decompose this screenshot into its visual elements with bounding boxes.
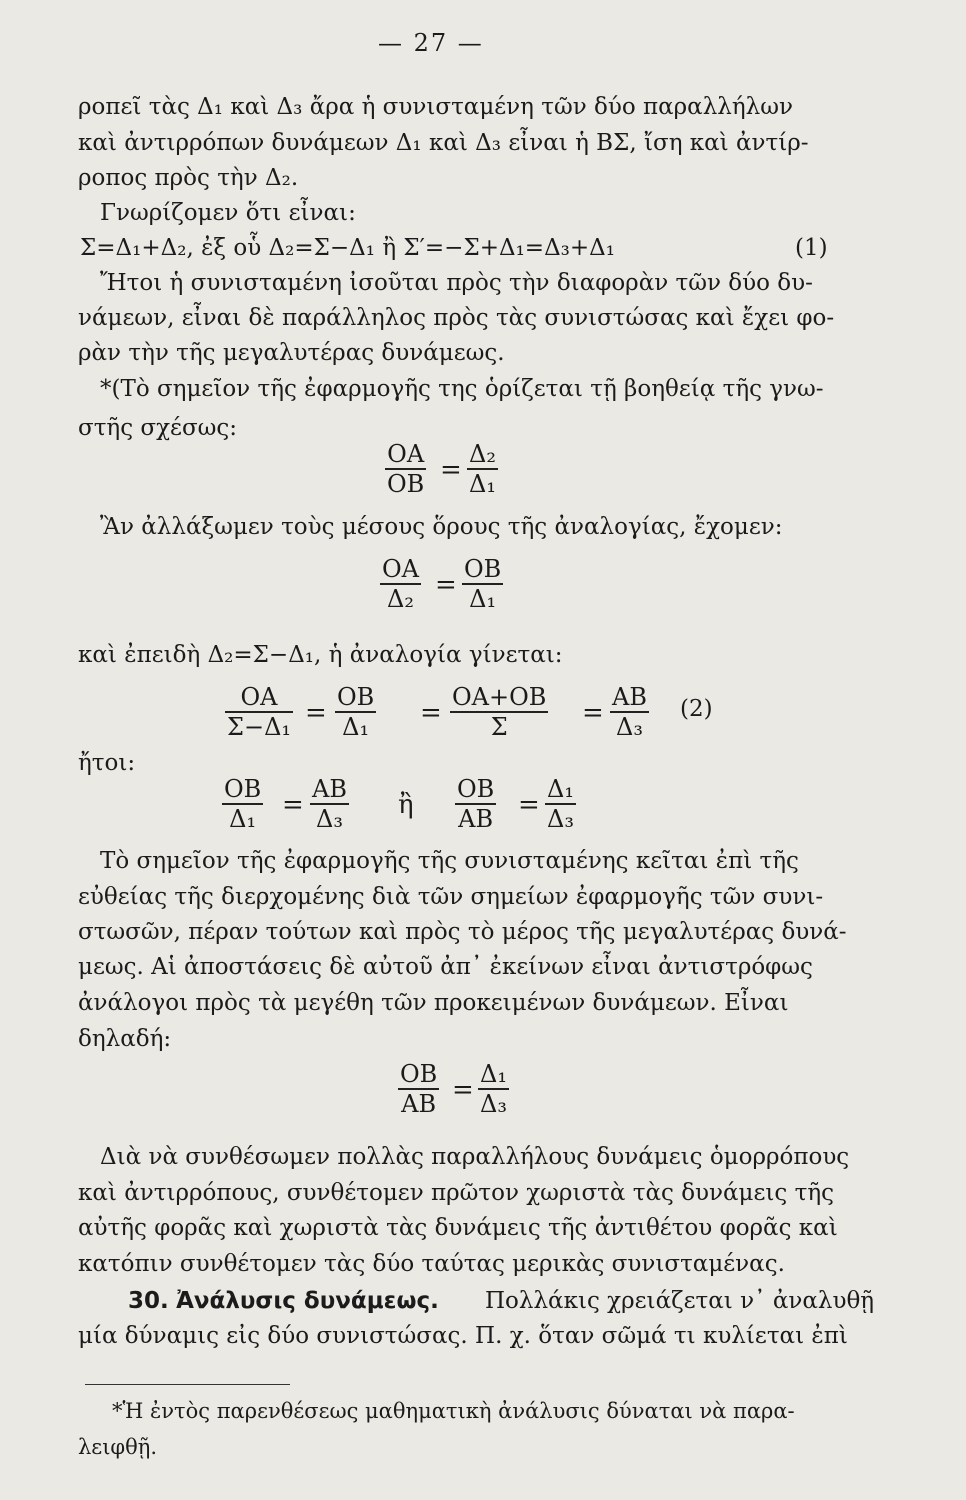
text-line: ἤτοι: xyxy=(78,750,136,776)
text-line: καὶ ἀντιρρόπων δυνάμεων Δ₁ καὶ Δ₃ εἶναι ἡ ΒΣ, ἴση καὶ ἀντίρ- xyxy=(78,130,809,156)
text-line: εὐθείας τῆς διερχομένης διὰ τῶν σημείων ἐφαρμογῆς τῶν συνι- xyxy=(78,884,824,910)
fraction: $\frac{AB}{\text{Δ₃}}$ xyxy=(312,775,347,833)
fraction: $\frac{OA}{\text{Σ−Δ₁}}$ xyxy=(227,683,292,741)
page-number: — 27 — xyxy=(378,29,484,57)
section-heading xyxy=(128,1286,439,1316)
fraction: $\frac{OB}{AB}$ xyxy=(457,775,495,833)
section-number: 30. xyxy=(128,1288,169,1314)
fraction: $\frac{\text{Δ₁}}{\text{Δ₃}}$ xyxy=(480,1060,507,1118)
footnote-line: λειφθῇ. xyxy=(78,1435,158,1459)
equation-label-1: (1) xyxy=(795,235,828,261)
text-line: Τὸ σημεῖον τῆς ἐφαρμογῆς τῆς συνισταμένης κεῖται ἐπὶ τῆς xyxy=(100,848,799,874)
fraction: $\frac{\text{Δ₁}}{\text{Δ₃}}$ xyxy=(547,775,574,833)
fraction: $\frac{OA}{OB}$ xyxy=(387,440,425,498)
text-line: μία δύναμις εἰς δύο συνιστώσας. Π. χ. ὅταν σῶμά τι κυλίεται ἐπὶ xyxy=(78,1323,848,1349)
fraction: $\frac{OB}{\text{Δ₁}}$ xyxy=(464,555,502,613)
fraction: $\frac{OB}{\text{Δ₁}}$ xyxy=(337,683,375,741)
text-line: μεως. Αἱ ἀποστάσεις δὲ αὐτοῦ ἀπ᾽ ἐκείνων εἶναι ἀντιστρόφως xyxy=(78,954,813,980)
fraction: $\frac{OA+OB}{\Sigma}$ xyxy=(452,683,547,741)
fraction: $\frac{OB}{AB}$ xyxy=(400,1060,438,1118)
equation-label-2: (2) xyxy=(680,696,713,722)
footnote-line: *Ἡ ἐντὸς παρενθέσεως μαθηματικὴ ἀνάλυσις δύναται νὰ παρα- xyxy=(112,1399,795,1423)
text-line: καὶ ἐπειδὴ Δ₂=Σ−Δ₁, ἡ ἀναλογία γίνεται: xyxy=(78,642,563,668)
equation-line: Σ=Δ₁+Δ₂, ἐξ οὗ Δ₂=Σ−Δ₁ ἢ Σ′=−Σ+Δ₁=Δ₃+Δ₁ xyxy=(80,235,616,261)
text-line: αὐτῆς φορᾶς καὶ χωριστὰ τὰς δυνάμεις τῆς ἀντιθέτου φορᾶς καὶ xyxy=(78,1215,838,1241)
text-line: ἀνάλογοι πρὸς τὰ μεγέθη τῶν προκειμένων δυνάμεων. Εἶναι xyxy=(78,990,789,1016)
fraction: $\frac{OA}{\text{Δ₂}}$ xyxy=(382,555,420,613)
text-line: νάμεων, εἶναι δὲ παράλληλος πρὸς τὰς συνιστώσας καὶ ἔχει φο- xyxy=(78,305,835,331)
text-line: ροπος πρὸς τὴν Δ₂. xyxy=(78,165,299,191)
equals-sign: = xyxy=(518,790,540,820)
text-line: Πολλάκις χρειάζεται ν᾽ ἀναλυθῇ xyxy=(485,1288,875,1314)
text-line: Ἤτοι ἡ συνισταμένη ἰσοῦται πρὸς τὴν διαφορὰν τῶν δύο δυ- xyxy=(100,270,813,296)
text-line: καὶ ἀντιρρόπους, συνθέτομεν πρῶτον χωριστὰ τὰς δυνάμεις τῆς xyxy=(78,1180,834,1206)
text-line: ρὰν τὴν τῆς μεγαλυτέρας δυνάμεως. xyxy=(78,340,505,366)
text-line: ροπεῖ τὰς Δ₁ καὶ Δ₃ ἄρα ἡ συνισταμένη τῶν δύο παραλλήλων xyxy=(78,94,793,120)
text-line: στωσῶν, πέραν τούτων καὶ πρὸς τὸ μέρος τῆς μεγαλυτέρας δυνά- xyxy=(78,919,847,945)
text-line: *(Τὸ σημεῖον τῆς ἐφαρμογῆς της ὁρίζεται τῇ βοηθείᾳ τῆς γνω- xyxy=(100,376,824,402)
fraction: $\frac{AB}{\text{Δ₃}}$ xyxy=(612,683,647,741)
text-line: Ἂν ἀλλάξωμεν τοὺς μέσους ὅρους τῆς ἀναλογίας, ἔχομεν: xyxy=(100,514,783,540)
equals-sign: = xyxy=(420,698,442,728)
footnote-divider xyxy=(85,1384,290,1385)
equals-sign: = xyxy=(582,698,604,728)
or-word: ἢ xyxy=(398,790,414,820)
equals-sign: = xyxy=(435,570,457,600)
equals-sign: = xyxy=(282,790,304,820)
equals-sign: = xyxy=(452,1075,474,1105)
equals-sign: = xyxy=(440,455,462,485)
text-line: κατόπιν συνθέτομεν τὰς δύο ταύτας μερικὰς συνισταμένας. xyxy=(78,1251,785,1277)
section-title: Ἀνάλυσις δυνάμεως. xyxy=(176,1288,439,1314)
equals-sign: = xyxy=(305,698,327,728)
text-line: στῆς σχέσως: xyxy=(78,415,238,441)
text-line: Διὰ νὰ συνθέσωμεν πολλὰς παραλλήλους δυνάμεις ὁμορρόπους xyxy=(100,1144,850,1170)
text-line: Γνωρίζομεν ὅτι εἶναι: xyxy=(100,200,356,226)
text-line: δηλαδή: xyxy=(78,1026,172,1052)
fraction: $\frac{\text{Δ₂}}{\text{Δ₁}}$ xyxy=(469,440,496,498)
fraction: $\frac{OB}{\text{Δ₁}}$ xyxy=(224,775,262,833)
